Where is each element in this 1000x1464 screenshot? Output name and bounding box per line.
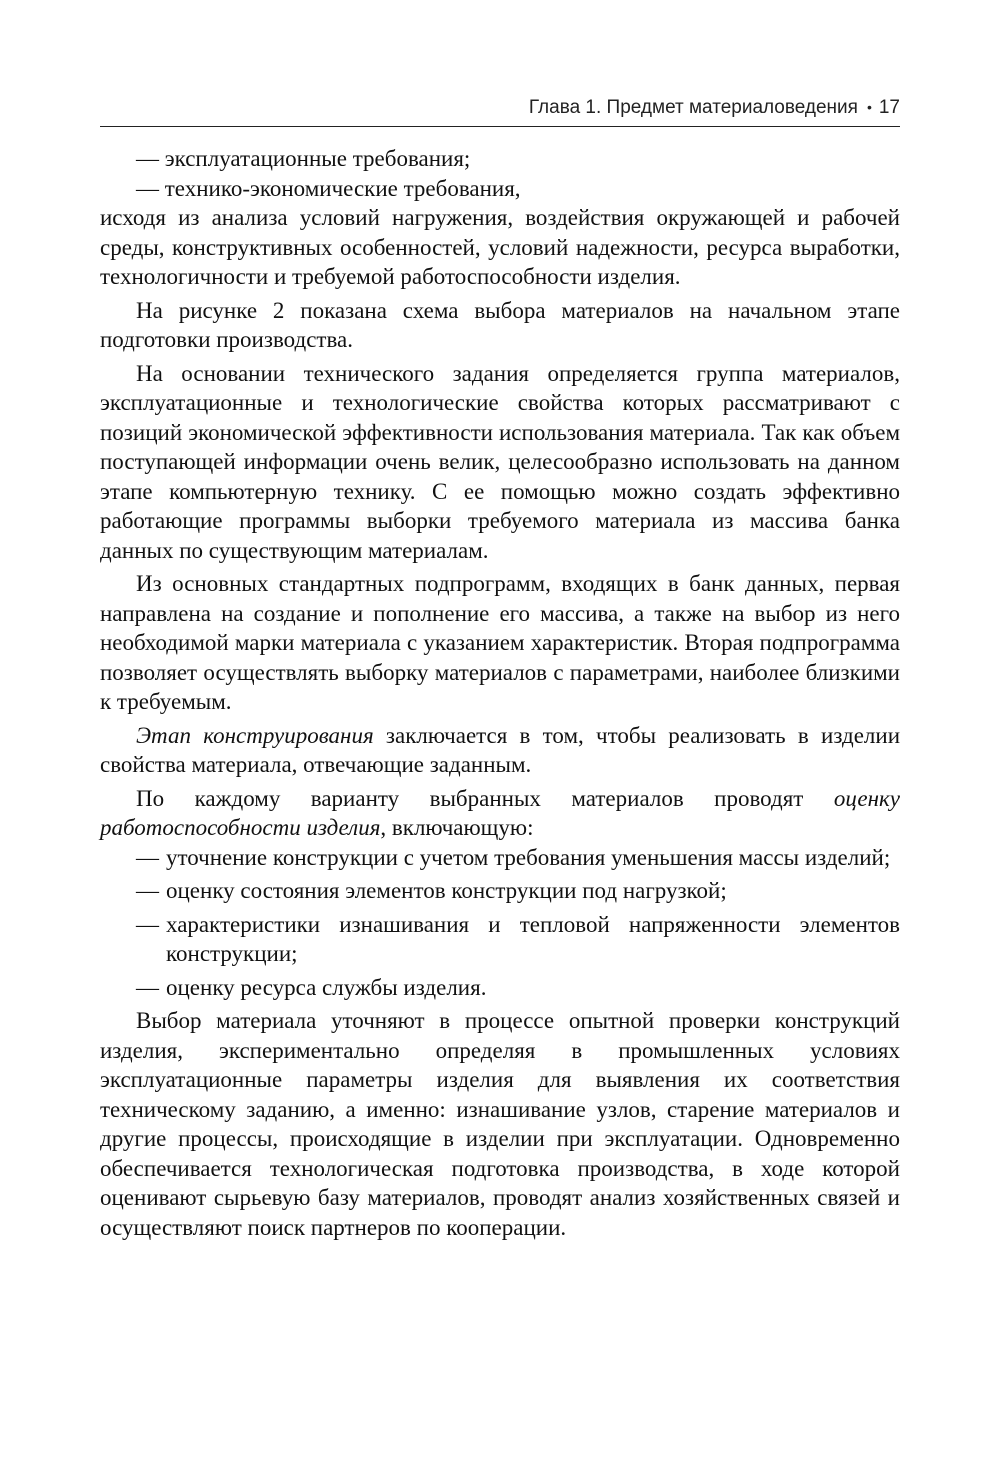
paragraph: Выбор материала уточняют в процессе опытной проверки конструкций изделия, экспериментально определяя в промышленных условиях эксплуатационные параметры изделия для выявления их соответствия техническому заданию, а именно: изнашивание узлов, старение материалов и другие процессы, происходящие в изделии при эксплуатации. Одновременно обеспечивается технологическая подготовка производства, в ходе которой оценивают сырьевую базу материалов, проводят анализ хозяйственных связей и осуществляют поиск партнеров по кооперации. (100, 1008, 900, 1240)
header-bullet: • (866, 99, 872, 115)
list-item: — уточнение конструкции с учетом требования уменьшения массы изделий; (136, 844, 891, 870)
paragraph: По каждому варианту выбранных материалов проводят оценку работоспособности изделия, включающую: (100, 785, 900, 840)
paragraph: На основании технического задания определяется группа материалов, эксплуатационные и технологические свойства которых рассматривают с позиций экономической эффективности использования материала. Так как объем поступающей информации очень велик, целесообразно использовать на данном этапе компьютерную технику. С ее помощью можно создать эффективно работающие программы выборки требуемого материала из массива банка данных по существующим материалам. (100, 360, 900, 563)
list-item: — характеристики изнашивания и тепловой напряженности элементов конструкции; (136, 911, 900, 966)
paragraph: исходя из анализа условий нагружения, воздействия окружающей и рабочей среды, конструктивных особенностей, условий надежности, ресурса выработки, технологичности и требуемой работоспособности изделия. (100, 205, 900, 289)
intro-list-item: — эксплуатационные требования; (136, 146, 471, 171)
assessment-list (100, 843, 900, 1003)
paragraph: Из основных стандартных подпрограмм, входящих в банк данных, первая направлена на создание и пополнение его массива, а также на выбор из него необходимой марки материала с указанием характеристик. Вторая подпрограмма позволяет осуществлять выборку материалов с параметрами, наиболее близкими к требуемым. (100, 571, 900, 714)
page-number: 17 (878, 97, 900, 118)
italic-term: Этап конструирования (136, 722, 374, 748)
paragraph: Этап конструирования заключается в том, чтобы реализовать в изделии свойства материала, отвечающие заданным. (100, 722, 900, 777)
paragraph: На рисунке 2 показана схема выбора материалов на начальном этапе подготовки производства. (100, 297, 900, 352)
page-body (100, 144, 900, 1246)
list-item: — оценку ресурса службы изделия. (136, 974, 487, 1000)
chapter-title: Глава 1. Предмет материаловедения (528, 97, 858, 118)
italic-term: оценку работоспособности изделия (100, 785, 900, 840)
running-header (100, 92, 900, 127)
intro-list-item: — технико-экономические требования, (136, 175, 521, 201)
list-item: — оценку состояния элементов конструкции под нагрузкой; (136, 878, 727, 903)
